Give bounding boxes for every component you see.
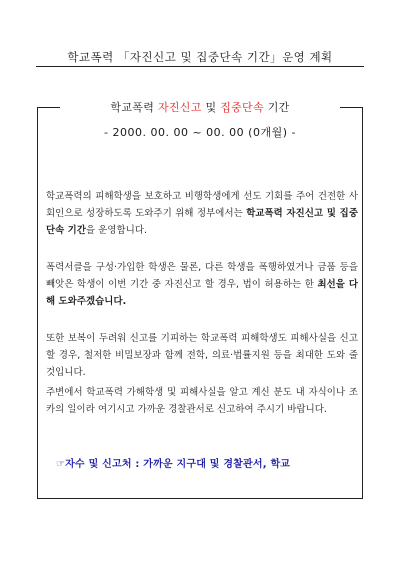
pointing-hand-icon: ☞ (56, 459, 66, 470)
contact-text: 자수 및 신고처 : 가까운 지구대 및 경찰관서, 학교 (65, 459, 291, 470)
notice-title-mid: 및 (201, 101, 221, 114)
notice-title-red1: 자진신고 (157, 101, 202, 114)
p1-bold: 학교폭력 자진신고 및 집중단속 기간 (46, 208, 358, 236)
page-title: 학교폭력 「자진신고 및 집중단속 기간」운영 계획 (67, 50, 333, 64)
p1-text-c: 을 운영합니다. (86, 225, 148, 236)
notice-title-suffix: 기간 (263, 101, 290, 114)
notice-title-prefix: 학교폭력 (110, 101, 158, 114)
p2-bold: 최선을 다해 도와주겠습니다. (46, 279, 358, 307)
notice-title-red2: 집중단속 (220, 101, 264, 114)
p2-text-a: 폭력서클을 구성·가입한 학생은 물론, 다른 학생을 폭행하였거나 금품 등을 빼앗은 학생이 이번 기간 중 자진신고 할 경우, 법이 허용하는 한 (46, 262, 358, 290)
period-text: - 2000. 00. 00 ~ 00. 00 (0개월) - (104, 126, 296, 139)
paragraph-1 (46, 188, 358, 239)
paragraph-2 (46, 259, 358, 310)
p1-text-a: 학교폭력의 피해학생을 보호하고 비행학생에게 선도 기회를 주어 건전한 사회인으로 성장하도록 도와주기 위해 정부에서는 (46, 191, 358, 219)
notice-title (60, 99, 340, 115)
contact-line (56, 455, 290, 470)
paragraph-4: 주변에서 학교폭력 가해학생 및 피해사실을 알고 계신 분도 내 자식이나 조카의 일이라 여기시고 가까운 경찰관서로 신고하여 주시기 바랍니다. (46, 387, 358, 415)
paragraph-3: 또한 보복이 두려워 신고를 기피하는 학교폭력 피해학생도 피해사실을 신고할 경우, 철저한 비밀보장과 함께 전학, 의료·법률지원 등을 최대한 도와 줄 것입니다. (46, 333, 358, 378)
title-underline (36, 66, 364, 67)
